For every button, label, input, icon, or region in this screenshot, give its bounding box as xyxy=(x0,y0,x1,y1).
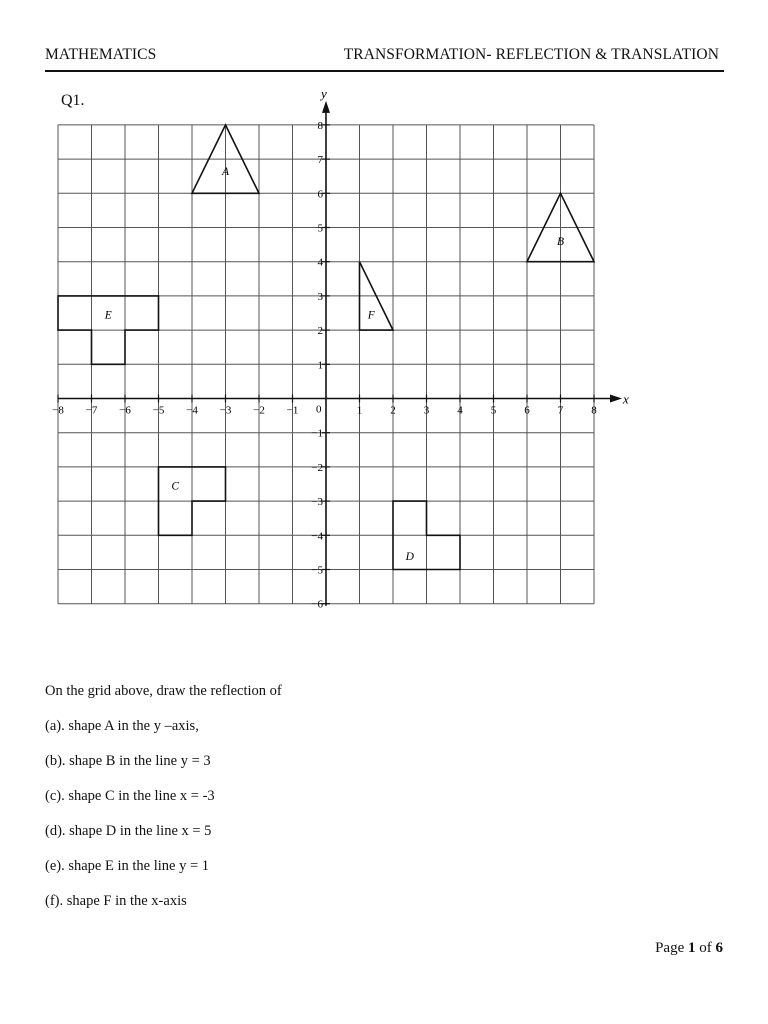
x-tick-label: 4 xyxy=(457,404,463,417)
instruction-f: (f). shape F in the x-axis xyxy=(45,893,187,909)
x-tick-label: −3 xyxy=(219,404,232,417)
footer-page-word: Page xyxy=(655,940,685,956)
instruction-a: (a). shape A in the y –axis, xyxy=(45,718,199,734)
y-tick-label: −6 xyxy=(311,598,323,611)
instructions xyxy=(45,683,282,928)
y-tick-label: 5 xyxy=(317,222,323,235)
instruction-d: (d). shape D in the line x = 5 xyxy=(45,823,212,839)
y-tick-label: 7 xyxy=(317,154,323,167)
y-tick-label: −2 xyxy=(311,461,323,474)
x-tick-label: −1 xyxy=(286,404,299,417)
x-axis-arrow-icon xyxy=(610,395,622,403)
footer-page-total: 6 xyxy=(715,940,723,956)
shape-b-label: B xyxy=(556,236,565,249)
x-tick-label: 2 xyxy=(390,404,396,417)
shape-f-label: F xyxy=(367,309,375,322)
instruction-b: (b). shape B in the line y = 3 xyxy=(45,753,211,769)
y-tick-label: 1 xyxy=(317,359,323,372)
y-tick-label: −5 xyxy=(311,564,323,577)
question-label: Q1. xyxy=(61,92,85,109)
instructions-intro: On the grid above, draw the reflection of xyxy=(45,683,282,699)
x-tick-label: 3 xyxy=(423,404,430,417)
footer-of-word: of xyxy=(699,940,712,956)
x-axis-label: x xyxy=(623,391,629,407)
shape-e-label: E xyxy=(104,309,112,322)
x-tick-label: −2 xyxy=(253,404,265,417)
instruction-c: (c). shape C in the line x = -3 xyxy=(45,788,215,804)
y-tick-label: 3 xyxy=(317,290,323,303)
instruction-e: (e). shape E in the line y = 1 xyxy=(45,858,210,874)
x-tick-label: 5 xyxy=(490,404,497,417)
y-axis-label: y xyxy=(321,85,327,101)
y-tick-label: −3 xyxy=(311,496,323,509)
x-tick-label: −8 xyxy=(52,404,64,417)
shape-d-label: D xyxy=(405,550,414,563)
y-tick-label: 6 xyxy=(317,188,323,201)
y-tick-label: 2 xyxy=(317,325,323,338)
x-tick-label: 8 xyxy=(591,404,597,417)
origin-label: 0 xyxy=(316,403,322,416)
y-tick-label: −4 xyxy=(311,530,323,543)
x-tick-label: −7 xyxy=(85,404,98,417)
footer-page-number: 1 xyxy=(688,940,696,956)
y-tick-label: 4 xyxy=(317,256,323,269)
y-tick-label: −1 xyxy=(311,427,323,440)
y-tick-label: 8 xyxy=(317,119,323,132)
y-axis-arrow-icon xyxy=(322,101,330,113)
page-footer xyxy=(655,940,723,957)
shape-c-label: C xyxy=(171,480,180,493)
x-tick-label: 1 xyxy=(356,404,363,417)
topic-title: TRANSFORMATION- REFLECTION & TRANSLATION xyxy=(343,46,719,63)
x-tick-label: 6 xyxy=(524,404,530,417)
x-tick-label: 7 xyxy=(557,404,564,417)
subject-title: MATHEMATICS xyxy=(45,46,157,63)
x-tick-label: −5 xyxy=(152,404,165,417)
shape-a-label: A xyxy=(221,166,230,179)
x-tick-label: −6 xyxy=(119,404,131,417)
x-tick-label: −4 xyxy=(186,404,198,417)
